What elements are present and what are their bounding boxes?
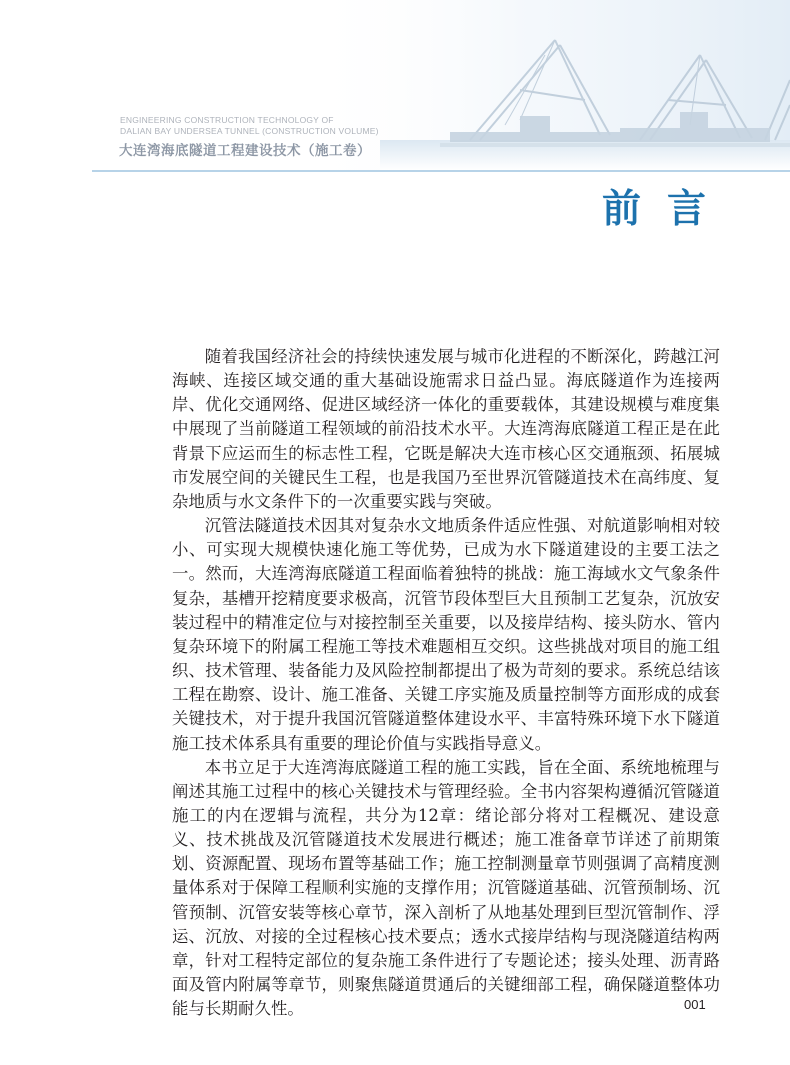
header-divider: [92, 170, 790, 172]
preface-paragraph-2: 沉管法隧道技术因其对复杂水文地质条件适应性强、对航道影响相对较小、可实现大规模快速化施工等优势，已成为水下隧道建设的主要工法之一。然而，大连湾海底隧道工程面临着独特的挑战：施工海域水文气象条件复杂，基槽开挖精度要求极高，沉管节段体型巨大且预制工艺复杂，沉放安装过程中的精准定位与对接控制至关重要，以及接岸结构、接头防水、管内复杂环境下的附属工程施工等技术难题相互交织。这些挑战对项目的施工组织、技术管理、装备能力及风险控制都提出了极为苛刻的要求。系统总结该工程在勘察、设计、施工准备、关键工序实施及质量控制等方面形成的成套关键技术，对于提升我国沉管隧道整体建设水平、丰富特殊环境下水下隧道施工技术体系具有重要的理论价值与实践指导意义。: [172, 516, 720, 753]
english-series-title-line-1: ENGINEERING CONSTRUCTION TECHNOLOGY OF: [120, 115, 334, 125]
page-number: 001: [684, 997, 706, 1012]
series-title: 大连湾海底隧道工程建设技术（施工卷）: [119, 143, 371, 159]
page-title: 前言: [602, 186, 733, 232]
preface-body: [172, 345, 720, 1021]
preface-paragraph-3: 本书立足于大连湾海底隧道工程的施工实践，旨在全面、系统地梳理与阐述其施工过程中的核心关键技术与管理经验。全书内容架构遵循沉管隧道施工的内在逻辑与流程，共分为12章：绪论部分将对工程概况、建设意义、技术挑战及沉管隧道技术发展进行概述；施工准备章节详述了前期策划、资源配置、现场布置等基础工作；施工控制测量章节则强调了高精度测量体系对于保障工程顺利实施的支撑作用；沉管隧道基础、沉管预制场、沉管预制、沉管安装等核心章节，深入剖析了从地基处理到巨型沉管制作、浮运、沉放、对接的全过程核心技术要点；透水式接岸结构与现浇隧道结构两章，针对工程特定部位的复杂施工条件进行了专题论述；接头处理、沥青路面及管内附属等章节，则聚焦隧道贯通后的关键细部工程，确保隧道整体功能与长期耐久性。: [172, 757, 720, 1019]
preface-paragraph-1: 随着我国经济社会的持续快速发展与城市化进程的不断深化，跨越江河海峡、连接区域交通的重大基础设施需求日益凸显。海底隧道作为连接两岸、优化交通网络、促进区域经济一体化的重要载体，其建设规模与难度集中展现了当前隧道工程领域的前沿技术水平。大连湾海底隧道工程正是在此背景下应运而生的标志性工程，它既是解决大连市核心区交通瓶颈、拓展城市发展空间的关键民生工程，也是我国乃至世界沉管隧道技术在高纬度、复杂地质与水文条件下的一次重要实践与突破。: [172, 347, 720, 511]
english-series-title-line-2: DALIAN BAY UNDERSEA TUNNEL (CONSTRUCTION VOLUME): [120, 126, 379, 136]
